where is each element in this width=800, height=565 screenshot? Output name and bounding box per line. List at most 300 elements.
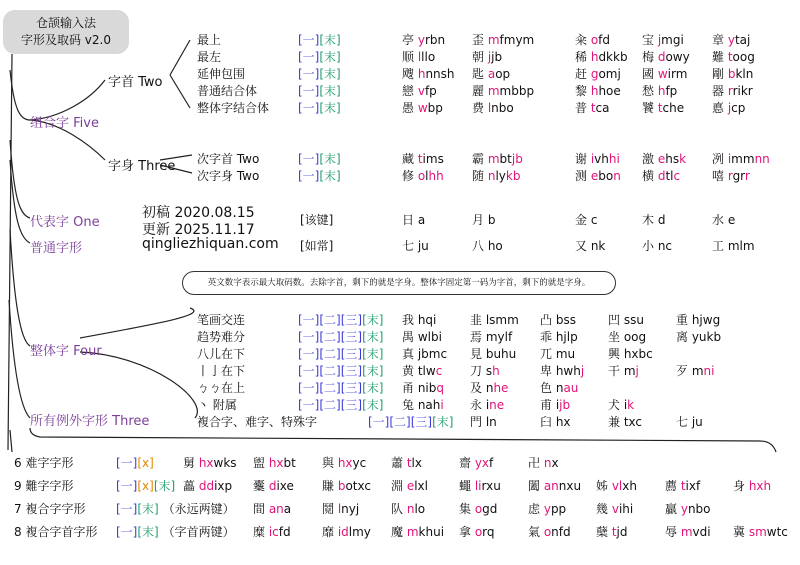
code-mark: [二] [319,347,341,361]
example-hanzi: 卍 [528,456,544,470]
example-char [596,500,633,517]
example-char [608,328,646,345]
code-head: hx [268,456,284,470]
example-char [642,31,684,48]
whole-row-marks [368,413,454,430]
label-text: 八儿在下 [197,347,246,361]
exception-row-label [14,500,85,517]
whole-row-label [197,345,245,362]
branch-combo: 组合字 Five [30,116,99,131]
label-text: 次字身 Two [197,169,260,183]
code-rest: fp [665,84,678,98]
whole-row-marks [298,311,384,328]
code-rest: owy [665,50,690,64]
rep-example [402,211,425,228]
code-last: nn [754,152,770,166]
code-first: m [487,33,500,47]
code-head: nib [417,381,437,395]
example-hanzi: 蘖 [596,525,612,539]
label-text: 9 難字字形 [14,479,74,493]
example-hanzi: 嘻 [712,169,728,183]
example-hanzi: 身 [733,479,749,493]
code-first: g [590,67,599,81]
example-hanzi: 干 [608,364,624,378]
code-first: h [417,67,426,81]
example-char [642,167,680,184]
example-char [608,413,642,430]
example-char [470,379,508,396]
code-mark: [一] [298,67,320,81]
code-head: y [543,502,551,516]
whole-row-label [197,311,245,328]
example-char [322,477,371,494]
code-first: a [487,67,496,81]
example-hanzi: 黎 [575,84,591,98]
code-first: j [657,33,662,47]
code-head: i [555,398,560,412]
code-head: oog [623,330,647,344]
code-first: d [657,169,666,183]
combo-row-marks [298,99,341,116]
example-hanzi: 麗 [472,84,488,98]
code-mark: [一] [298,169,320,183]
code-rest: ixe [276,479,294,493]
code-first: d [657,50,666,64]
example-hanzi: 饕 [642,101,658,115]
example-hanzi: 剛 [712,67,728,81]
example-hanzi: 飕 [402,67,418,81]
code-head: m [680,525,693,539]
example-char [676,413,703,430]
code-mark: [二] [319,364,341,378]
example-hanzi: 難 [712,50,728,64]
example-hanzi: 淵 [391,479,407,493]
code-head: nah [417,398,441,412]
code-head: n [406,502,415,516]
example-hanzi: 激 [642,152,658,166]
example-hanzi: 重 [676,313,692,327]
branch-head: 字首 Two [108,75,163,90]
code-rest: hoe [598,84,621,98]
code-rest: ly [495,169,506,183]
example-char [596,477,637,494]
code-first: w [657,67,668,81]
example-char [608,311,644,328]
common-text: 小 nc [642,239,673,253]
example-hanzi: 横 [642,169,658,183]
example-hanzi: 幾 [596,502,612,516]
example-char [665,477,700,494]
code-mark: [末] [362,398,384,412]
example-hanzi: 愁 [642,84,658,98]
code-first: o [417,169,426,183]
common-example [472,237,503,254]
common-text: 七 ju [402,239,429,253]
code-rest: fp [424,84,437,98]
example-hanzi: 亭 [402,33,418,47]
code-last: h [492,364,500,378]
example-hanzi: 歪 [472,33,488,47]
example-hanzi: 色 [540,381,556,395]
code-rest: lxl [414,479,428,493]
code-rest: fd [278,525,291,539]
example-char [402,99,443,116]
example-hanzi: 随 [472,169,488,183]
example-hanzi: 糜 [253,525,269,539]
example-hanzi: 匙 [472,67,488,81]
code-rest: bo [598,169,614,183]
example-char [322,454,366,471]
code-mark: [一] [116,502,138,516]
code-mark: [末] [319,50,341,64]
code-rest: ixf [685,479,701,493]
label-text: 丶 附属 [197,398,237,412]
exception-row-label [14,477,73,494]
example-hanzi: 卑 [540,364,556,378]
code-rest: khui [418,525,445,539]
code-mark: [末] [362,381,384,395]
example-char [402,311,436,328]
label-text: 笔画交连 [197,313,246,327]
example-char [733,523,788,540]
code-mark: [一] [298,50,320,64]
code-last: k [679,152,687,166]
code-rest: vh [594,152,609,166]
example-hanzi: 冀 [733,525,749,539]
example-hanzi: 集 [459,502,475,516]
code-last: he [493,381,509,395]
code-head: txc [623,415,643,429]
whole-row-marks [298,396,384,413]
code-first: m [487,84,500,98]
code-head: lsmm [485,313,519,327]
example-hanzi: 戀 [402,84,418,98]
code-head: hjlp [555,330,578,344]
example-hanzi: 悳 [712,101,728,115]
exception-note: （字首两键） [158,525,235,539]
common-text: 工 mlm [712,239,755,253]
combo-row-label [197,31,221,48]
code-mark: [一] [298,33,320,47]
code-mark: [末] [362,347,384,361]
code-rest: vdi [692,525,711,539]
example-hanzi: 歹 [676,364,692,378]
whole-row-label [197,396,237,413]
code-first: l [487,101,492,115]
example-hanzi: 藟 [183,479,199,493]
code-head: i [485,398,490,412]
code-head: t [680,479,686,493]
code-rest: wtc [766,525,788,539]
example-hanzi: 辱 [665,525,681,539]
code-first: y [417,33,425,47]
exception-row-label [14,454,73,471]
code-head: o [474,502,483,516]
code-rest: nbo [491,101,514,115]
example-hanzi: 與 [322,456,338,470]
code-head: hxh [748,479,772,493]
whole-row-marks [298,345,384,362]
code-head: n [485,381,494,395]
label-text: 8 複合字首字形 [14,525,98,539]
body-row-marks [298,150,341,167]
combo-row-marks [298,48,341,65]
code-last: j [635,364,639,378]
example-char [402,150,444,167]
code-rest: jd [616,525,628,539]
code-head: mylf [485,330,513,344]
code-last: c [435,364,443,378]
example-char [402,328,442,345]
example-hanzi: 谢 [575,152,591,166]
label-text: 延伸包围 [197,67,246,81]
code-rest: cp [731,101,746,115]
code-mark: [一] [298,330,320,344]
info-key-label: [该键] [300,213,334,227]
info-draft: 初稿 2020.08.15 [142,205,255,221]
code-mark: [三] [410,415,433,429]
example-hanzi: 舅 [183,456,199,470]
code-head: ic [268,525,279,539]
code-first: i [590,152,595,166]
example-char [391,454,422,471]
code-mark: [末] [137,502,159,516]
example-char [575,99,610,116]
code-first: h [590,84,599,98]
example-char [470,328,512,345]
example-char [528,523,571,540]
example-hanzi: 顺 [402,50,418,64]
code-rest: lmy [348,525,371,539]
code-head: hxbc [623,347,653,361]
code-mark: [末] [153,479,176,493]
code-rest: f [489,456,494,470]
code-rest: tl [665,169,674,183]
code-last: ni [703,364,715,378]
example-hanzi: 見 [470,347,486,361]
code-rest: rq [482,525,495,539]
code-rest: fd [598,33,611,47]
code-rest: fmym [499,33,535,47]
example-hanzi: 韭 [470,313,486,327]
example-char [470,396,504,413]
code-head: buhu [485,347,517,361]
example-char [712,82,753,99]
code-mark: [一] [298,381,320,395]
code-head: v [611,502,619,516]
example-char [712,48,755,65]
code-rest: bt [283,456,296,470]
example-char [712,167,750,184]
code-head: ln [485,415,497,429]
example-hanzi: 宝 [642,33,658,47]
example-hanzi: 愚 [402,101,418,115]
code-rest: lx [411,456,422,470]
info-site[interactable]: qingliezhiquan.com [142,236,279,252]
example-hanzi: 刀 [470,364,486,378]
code-head: hx [198,456,214,470]
code-head: i [623,398,628,412]
code-mark: [末] [362,313,384,327]
code-rest: irm [667,67,688,81]
branch-common: 普通字形 [30,241,83,256]
code-first: e [590,169,599,183]
code-rest: x [551,456,559,470]
code-mark: [末] [319,84,341,98]
combo-row-label [197,48,221,65]
example-char [642,99,684,116]
label-text: 整体字结合体 [197,101,270,115]
code-rest: bp [427,101,443,115]
example-hanzi: 姊 [596,479,612,493]
example-hanzi: 氣 [528,525,544,539]
code-mark: [一] [298,398,320,412]
code-rest: wks [213,456,237,470]
code-mark: [末] [319,169,341,183]
example-char [470,413,497,430]
code-last: jb [559,398,571,412]
code-head: n [555,381,564,395]
code-mark: [一] [298,101,320,115]
code-head: ssu [623,313,644,327]
exception-row-marks [116,477,175,494]
example-char [540,362,584,379]
example-hanzi: 费 [472,101,488,115]
code-rest: hs [665,152,680,166]
example-char [608,396,634,413]
note-box: 英文数字表示最大取码数。去除字首，剩下的就是字身。整体字固定第一码为字首，剩下的就是字身。 [182,271,616,295]
rep-example [575,211,597,228]
example-char [540,311,576,328]
code-last: q [436,381,445,395]
code-rest: l [425,169,429,183]
code-first: v [417,84,425,98]
code-last: ne [489,398,505,412]
code-first: j [727,101,732,115]
example-hanzi: 稀 [575,50,591,64]
example-char [470,345,516,362]
branch-whole: 整体字 Four [30,344,102,359]
code-head: bss [555,313,576,327]
example-char [402,65,455,82]
code-head: yx [474,456,490,470]
code-rest: mbbp [499,84,535,98]
code-rest: nxu [558,479,582,493]
label-text: 丨亅在下 [197,364,246,378]
example-char [253,477,294,494]
example-char [712,65,753,82]
example-char [253,500,291,517]
code-last: c [673,169,681,183]
code-head: o [474,525,483,539]
common-example [642,237,672,254]
code-first: i [727,152,732,166]
label-text: 6 难字字形 [14,456,74,470]
example-char [712,99,745,116]
code-head: b [337,479,346,493]
code-first: n [487,169,496,183]
rep-example [712,211,735,228]
code-last: i [440,398,444,412]
code-last: k [627,398,635,412]
example-char [459,454,493,471]
code-rest: taj [734,33,751,47]
label-text: 最左 [197,50,222,64]
code-rest: rikr [732,84,753,98]
whole-row-marks [298,328,384,345]
code-mark: [末] [362,330,384,344]
example-hanzi: 禺 [402,330,418,344]
example-hanzi: 間 [253,502,269,516]
code-last: n [613,169,621,183]
example-hanzi: 虑 [528,502,544,516]
code-mark: [末] [319,33,341,47]
code-head: hx [555,415,571,429]
example-hanzi: 兀 [540,347,556,361]
whole-row-marks [298,379,384,396]
code-mark: [一] [298,347,320,361]
code-rest: mgi [661,33,684,47]
example-hanzi: 乖 [540,330,556,344]
common-example [402,237,429,254]
code-first: r [727,169,733,183]
example-char [540,413,571,430]
title-box [3,10,129,54]
example-char [642,82,677,99]
example-hanzi: 坐 [608,330,624,344]
common-text: 八 ho [472,239,503,253]
code-head: hqi [417,313,437,327]
code-head: yukb [691,330,722,344]
example-hanzi: 闔 [528,479,544,493]
example-hanzi: 盥 [253,456,269,470]
whole-row-label [197,379,245,396]
code-rest: gr [732,169,745,183]
label-text: 趋势难分 [197,330,246,344]
branch-exceptions: 所有例外字形 Three [30,414,150,429]
code-head: m [691,364,704,378]
combo-row-label [197,65,245,82]
body-row-marks [298,167,341,184]
branch-body: 字身 Three [108,159,176,174]
example-char [642,65,687,82]
code-last: kb [505,169,521,183]
exception-note: （永远两键） [158,502,235,516]
code-first: t [590,101,596,115]
code-mark: [x] [137,479,154,493]
example-char [528,500,566,517]
title-line-2: 字形及取码 v2.0 [20,33,111,47]
code-head: wlbi [417,330,442,344]
code-rest: kln [735,67,754,81]
example-hanzi: 及 [470,381,486,395]
code-rest: bt [499,152,512,166]
example-char [472,167,520,184]
info-update: 更新 2025.11.17 [142,222,255,238]
code-mark: [末] [137,525,159,539]
example-char [402,48,435,65]
example-char [183,454,237,471]
code-rest: a [283,502,292,516]
code-mark: [三] [340,364,363,378]
example-hanzi: 器 [712,84,728,98]
code-head: t [611,525,617,539]
whole-row-label [197,413,317,430]
example-char [402,362,442,379]
code-head: hwh [555,364,581,378]
example-char [676,311,720,328]
example-char [575,65,621,82]
